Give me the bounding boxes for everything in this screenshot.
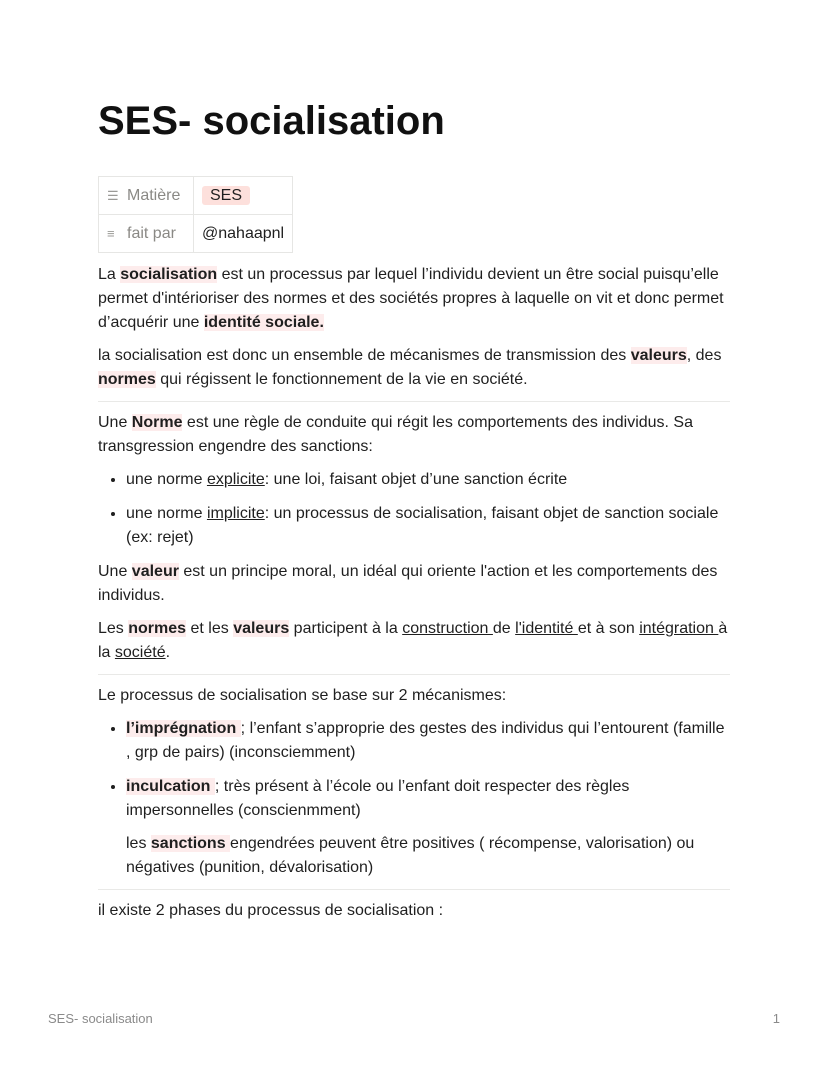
- text-run: est un processus par lequel l’individu devient un être social puisqu’elle permet d'intérioriser des normes et des sociétés propres à laquelle on vit et donc permet d’acquérir une: [98, 266, 724, 331]
- divider: [98, 401, 730, 402]
- text-run: Le processus de socialisation se base sur 2 mécanismes:: [98, 687, 507, 704]
- text-run: est une règle de conduite qui régit les comportements des individus. Sa transgression engendre des sanctions:: [98, 414, 693, 455]
- paragraph: [98, 263, 730, 335]
- text-run: de: [492, 620, 516, 637]
- divider: [98, 674, 730, 675]
- text-run: : un processus de socialisation, faisant objet de sanction sociale (ex: rejet): [126, 505, 719, 546]
- property-value: @nahaapnl: [194, 215, 293, 253]
- text-run: Une: [98, 414, 132, 431]
- paragraph: [98, 684, 730, 708]
- bold-text: l’imprégnation: [126, 720, 241, 737]
- bullet-list: [98, 717, 730, 823]
- underlined-text: explicite: [206, 471, 265, 488]
- property-row: [99, 177, 293, 215]
- text-icon: ≡: [107, 225, 115, 241]
- text-run: et les: [186, 620, 234, 637]
- underlined-text: construction: [402, 620, 493, 637]
- text-run: La: [98, 266, 121, 283]
- bold-text: valeurs: [630, 347, 687, 364]
- bold-text: valeurs: [233, 620, 290, 637]
- bold-text: valeur: [131, 563, 179, 580]
- bold-text: socialisation: [120, 266, 218, 283]
- paragraph: [98, 617, 730, 665]
- paragraph: [98, 411, 730, 459]
- page-number: 1: [772, 1011, 780, 1026]
- underlined-text: implicite: [206, 505, 265, 522]
- bold-text: Norme: [131, 414, 183, 431]
- list-item: [126, 468, 730, 492]
- underlined-text: l'identité: [515, 620, 578, 637]
- text-run: à la: [98, 620, 728, 661]
- text-run: Une: [98, 563, 132, 580]
- property-label: fait par: [127, 224, 176, 242]
- properties-table: [98, 176, 293, 253]
- bold-text: inculcation: [126, 778, 215, 795]
- document-content: [98, 96, 730, 932]
- paragraph: [98, 560, 730, 608]
- bold-text: normes: [128, 620, 187, 637]
- paragraph: [98, 344, 730, 392]
- text-run: et à son: [577, 620, 640, 637]
- text-run: ; très présent à l’école ou l’enfant doit respecter des règles impersonnelles (conscienmment): [126, 778, 630, 819]
- footer-title: SES- socialisation: [48, 1011, 153, 1026]
- paragraph: [126, 832, 730, 880]
- text-run: la socialisation est donc un ensemble de mécanismes de transmission des: [98, 347, 631, 364]
- property-label: Matière: [127, 186, 181, 204]
- text-run: : une loi, faisant objet d’une sanction écrite: [264, 471, 568, 488]
- property-row: [99, 215, 293, 253]
- bold-text: identité sociale.: [203, 314, 324, 331]
- text-run: ; l’enfant s’approprie des gestes des individus qui l’entourent (famille , grp de pairs) (inconsciemment): [126, 720, 725, 761]
- text-run: les: [126, 835, 151, 852]
- list-item: [126, 775, 730, 823]
- select-tag[interactable]: SES: [202, 186, 250, 205]
- text-run: .: [165, 644, 171, 661]
- text-run: il existe 2 phases du processus de socialisation :: [98, 902, 444, 919]
- list-item: [126, 502, 730, 550]
- page-title: SES- socialisation: [98, 99, 445, 143]
- text-run: est un principe moral, un idéal qui oriente l'action et les comportements des individus.: [98, 563, 718, 604]
- text-run: engendrées peuvent être positives ( récompense, valorisation) ou négatives (punition, dévalorisation): [126, 835, 695, 876]
- list-item: [126, 717, 730, 765]
- underlined-text: intégration: [639, 620, 719, 637]
- underlined-text: société: [114, 644, 166, 661]
- bullet-list: [98, 468, 730, 550]
- text-run: une norme: [126, 471, 207, 488]
- list-icon: ☰: [107, 187, 119, 203]
- text-run: , des: [686, 347, 722, 364]
- divider: [98, 889, 730, 890]
- text-run: participent à la: [289, 620, 403, 637]
- text-run: Les: [98, 620, 129, 637]
- bold-text: sanctions: [150, 835, 231, 852]
- bold-text: normes: [98, 371, 156, 388]
- paragraph: [98, 899, 730, 923]
- text-run: qui régissent le fonctionnement de la vie en société.: [155, 371, 528, 388]
- text-run: une norme: [126, 505, 207, 522]
